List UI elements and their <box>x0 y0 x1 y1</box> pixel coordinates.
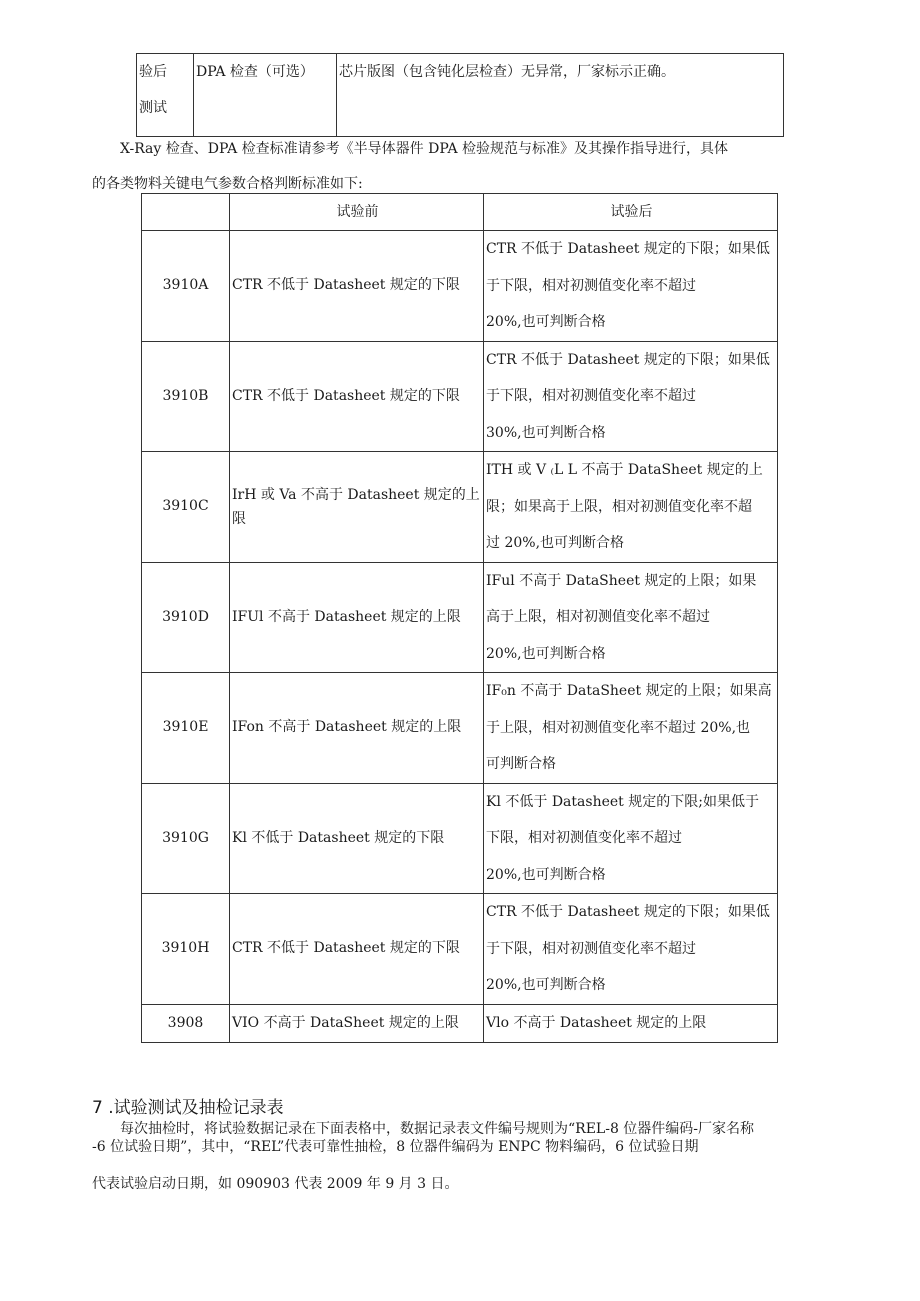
table-row <box>137 54 784 137</box>
after-line: 过 20%,也可判断合格 <box>486 535 625 551</box>
table-row <box>142 231 778 342</box>
part-number-cell: 3908 <box>142 1004 230 1042</box>
after-line: Kl 不低于 Datasheet 规定的下限;如果低于 <box>486 793 759 810</box>
before-line: CTR 不低于 Datasheet 规定的下限 <box>232 387 460 404</box>
table-row <box>142 452 778 563</box>
before-test-cell <box>230 452 484 563</box>
part-number-cell: 3910A <box>142 231 230 342</box>
after-line: 高于上限，相对初测值变化率不超过 <box>486 609 710 625</box>
after-line: 20%,也可判断合格 <box>486 866 606 883</box>
after-test-cell <box>484 231 778 342</box>
after-line: IF₀n 不高于 DataSheet 规定的上限；如果高 <box>486 683 772 699</box>
table-header-row <box>142 194 778 231</box>
after-test-cell <box>484 1004 778 1042</box>
after-line: CTR 不低于 Datasheet 规定的下限；如果低 <box>486 351 770 368</box>
after-test-cell <box>484 894 778 1005</box>
stage-line: 验后 <box>139 64 167 80</box>
after-test-cell <box>484 783 778 894</box>
stage-line: 测试 <box>139 100 167 116</box>
before-test-cell <box>230 562 484 673</box>
before-test-cell <box>230 894 484 1005</box>
after-line: 20%,也可判断合格 <box>486 977 606 993</box>
after-line: CTR 不低于 Datasheet 规定的下限；如果低 <box>486 904 770 920</box>
after-test-cell <box>484 452 778 563</box>
after-line: 下限，相对初测值变化率不超过 <box>486 830 682 846</box>
after-line: Vlo 不高于 Datasheet 规定的上限 <box>486 1014 707 1031</box>
criteria-table <box>141 193 778 1043</box>
after-line: 于下限，相对初测值变化率不超过 <box>486 277 696 294</box>
part-number-cell: 3910C <box>142 452 230 563</box>
table-row <box>142 1004 778 1042</box>
before-line: IFon 不高于 Datasheet 规定的上限 <box>232 719 462 736</box>
before-line: IFUl 不高于 Datasheet 规定的上限 <box>232 608 461 625</box>
before-line: CTR 不低于 Datasheet 规定的下限 <box>232 277 460 294</box>
after-line: CTR 不低于 Datasheet 规定的下限；如果低 <box>486 241 770 257</box>
section-title: 7 .试验测试及抽检记录表 <box>92 1098 284 1118</box>
section-paragraph-line-3: 代表试验启动日期，如 090903 代表 2009 年 9 月 3 日。 <box>92 1176 459 1192</box>
after-test-cell <box>484 673 778 784</box>
table-row <box>142 673 778 784</box>
criteria-cell: 芯片版图（包含钝化层检查）无异常，厂家标示正确。 <box>337 54 784 137</box>
table-row <box>142 341 778 452</box>
after-test-cell <box>484 562 778 673</box>
after-line: IFul 不高于 DataSheet 规定的上限；如果 <box>486 572 757 589</box>
after-line: 20%,也可判断合格 <box>486 314 606 330</box>
part-number-cell: 3910E <box>142 673 230 784</box>
part-number-cell: 3910H <box>142 894 230 1005</box>
section-paragraph-line-2: -6 位试验日期”，其中，“REL”代表可靠性抽检，8 位器件编码为 ENPC 物料编码，6 位试验日期 <box>92 1139 699 1155</box>
test-item-cell: DPA 检查（可选） <box>194 54 337 137</box>
header-cell-before: 试验前 <box>230 194 484 231</box>
intro-line-2: 的各类物料关键电气参数合格判断标准如下: <box>92 176 363 192</box>
after-line: 20%,也可判断合格 <box>486 645 606 662</box>
table-row <box>142 894 778 1005</box>
part-number-cell: 3910G <box>142 783 230 894</box>
after-line: 于下限，相对初测值变化率不超过 <box>486 388 696 404</box>
section-paragraph-line-1: 每次抽检时，将试验数据记录在下面表格中，数据记录表文件编号规则为“REL-8 位器件编码-厂家名称 <box>120 1121 755 1137</box>
table-row <box>142 783 778 894</box>
before-test-cell <box>230 1004 484 1042</box>
after-line: ITH 或 V ₍L L 不高于 DataSheet 规定的上 <box>486 462 763 478</box>
after-test-cell <box>484 341 778 452</box>
after-line: 可判断合格 <box>486 756 556 772</box>
before-test-cell <box>230 673 484 784</box>
after-line: 于下限，相对初测值变化率不超过 <box>486 940 696 957</box>
before-line: VIO 不高于 DataSheet 规定的上限 <box>232 1014 459 1031</box>
before-line: Kl 不低于 Datasheet 规定的下限 <box>232 829 445 846</box>
before-line: CTR 不低于 Datasheet 规定的下限 <box>232 940 460 957</box>
before-line: 限 <box>232 510 246 527</box>
header-cell <box>142 194 230 231</box>
after-line: 30%,也可判断合格 <box>486 424 606 441</box>
before-test-cell <box>230 231 484 342</box>
table-row <box>142 562 778 673</box>
stage-cell <box>137 54 194 137</box>
header-cell-after: 试验后 <box>484 194 778 231</box>
before-test-cell <box>230 783 484 894</box>
intro-line-1: X-Ray 检查、DPA 检查标准请参考《半导体器件 DPA 检验规范与标准》及其操作指导进行，具体 <box>120 141 729 157</box>
before-line: IrH 或 Va 不高于 Datasheet 规定的上 <box>232 486 480 503</box>
before-test-cell <box>230 341 484 452</box>
part-number-cell: 3910B <box>142 341 230 452</box>
part-number-cell: 3910D <box>142 562 230 673</box>
after-line: 限；如果高于上限，相对初测值变化率不超 <box>486 498 752 515</box>
after-line: 于上限，相对初测值变化率不超过 20%,也 <box>486 719 751 736</box>
dpa-table <box>136 53 784 137</box>
